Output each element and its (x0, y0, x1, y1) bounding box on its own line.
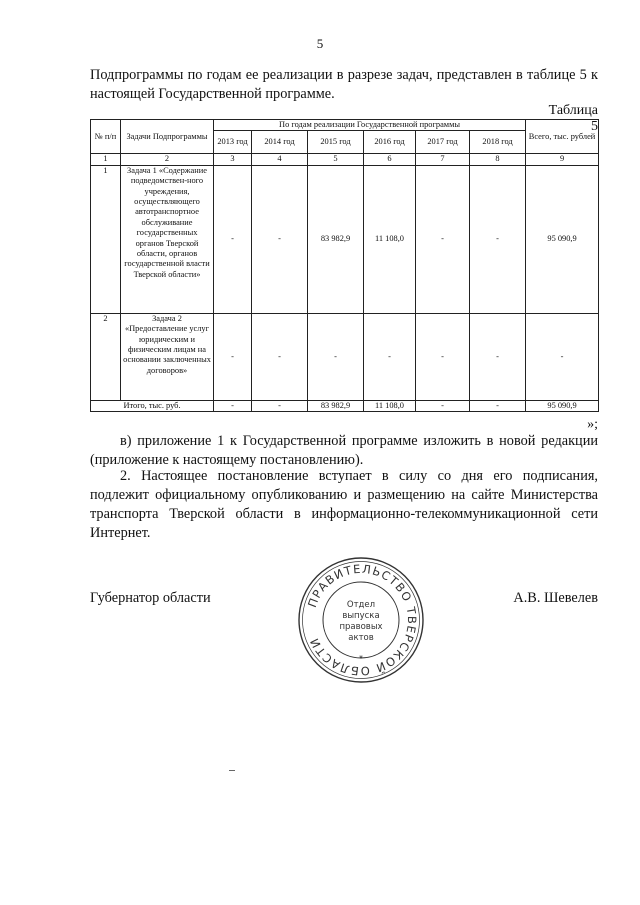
column-number-row (91, 154, 599, 165)
col-header-year: 2018 год (470, 131, 526, 154)
col-header-total: Всего, тыс. рублей (526, 120, 599, 154)
cell-value: 11 108,0 (364, 165, 416, 313)
col-number: 5 (308, 154, 364, 165)
col-number: 8 (470, 154, 526, 165)
cell-value: - (416, 165, 470, 313)
task-description: Задача 2 «Предоставление услуг юридическим и физическим лицам на основании заключенных договоров» (121, 313, 214, 400)
cell-value: - (416, 400, 470, 411)
col-header-years-group: По годам реализации Государственной программы (214, 120, 526, 131)
cell-value: 11 108,0 (364, 400, 416, 411)
subprogram-table (90, 119, 599, 412)
col-number: 2 (121, 154, 214, 165)
table-caption: Таблица 5 (548, 103, 598, 134)
seal-center-line: правовых (339, 622, 383, 632)
row-number: 2 (91, 313, 121, 400)
col-number: 6 (364, 154, 416, 165)
cell-value: - (470, 165, 526, 313)
col-number: 3 (214, 154, 252, 165)
cell-value: - (214, 400, 252, 411)
cell-value: 83 982,9 (308, 165, 364, 313)
col-number: 1 (91, 154, 121, 165)
paragraph-effect (90, 467, 598, 543)
cell-value: - (214, 313, 252, 400)
col-header-no: № п/п (91, 120, 121, 154)
col-number: 4 (252, 154, 308, 165)
cell-total: 95 090,9 (526, 400, 599, 411)
cell-total: 95 090,9 (526, 165, 599, 313)
page-number: 5 (316, 36, 324, 51)
col-header-year: 2015 год (308, 131, 364, 154)
col-header-task: Задачи Подпрограммы (121, 120, 214, 154)
table-total-row (91, 400, 599, 411)
cell-value: - (214, 165, 252, 313)
seal-outer-text: ПРАВИТЕЛЬСТВО ТВЕРСКОЙ ОБЛАСТИ (304, 561, 420, 679)
seal-center-line: актов (348, 633, 374, 643)
cell-total: - (526, 313, 599, 400)
seal-star: * (359, 654, 363, 663)
closing-quote: »; (587, 417, 598, 432)
seal-center-line: выпуска (342, 611, 380, 621)
col-header-year: 2016 год (364, 131, 416, 154)
paragraph-effect-text: 2. Настоящее постановление вступает в силу со дня его подписания, подлежит официальному опубликованию и размещению на сайте Министерства транспорта Тверской области в информационно-телекоммуникационной сети Интернет. (90, 468, 598, 541)
official-seal (296, 555, 426, 685)
cell-value: - (252, 165, 308, 313)
signature-name: А.В. Шевелев (513, 590, 598, 606)
cell-value: - (252, 313, 308, 400)
table-header-row (91, 120, 599, 131)
cell-value: - (416, 313, 470, 400)
cell-value: - (470, 400, 526, 411)
table-row (91, 165, 599, 313)
cell-value: - (308, 313, 364, 400)
cell-value: - (252, 400, 308, 411)
col-number: 9 (526, 154, 599, 165)
paragraph-amendment (90, 432, 598, 470)
intro-paragraph: Подпрограммы по годам ее реализации в разрезе задач, представлен в таблице 5 к настоящей Государственной программе. (90, 67, 598, 102)
task-description: Задача 1 «Содержание подведомствен-ного учреждения, осуществляющего автотранспортное обслуживание государственных органов Тверской области, органов государственной власти Тверской области» (121, 165, 214, 313)
col-header-year: 2014 год (252, 131, 308, 154)
col-header-year: 2017 год (416, 131, 470, 154)
cell-value: - (364, 313, 416, 400)
seal-center-line: Отдел (346, 600, 376, 610)
scan-mark (229, 770, 235, 771)
total-label: Итого, тыс. руб. (91, 400, 214, 411)
cell-value: - (470, 313, 526, 400)
col-header-year: 2013 год (214, 131, 252, 154)
col-number: 7 (416, 154, 470, 165)
table-row (91, 313, 599, 400)
signature-position: Губернатор области (90, 590, 211, 606)
cell-value: 83 982,9 (308, 400, 364, 411)
paragraph-amendment-text: в) приложение 1 к Государственной программе изложить в новой редакции (приложение к настоящему постановлению). (90, 433, 598, 468)
row-number: 1 (91, 165, 121, 313)
